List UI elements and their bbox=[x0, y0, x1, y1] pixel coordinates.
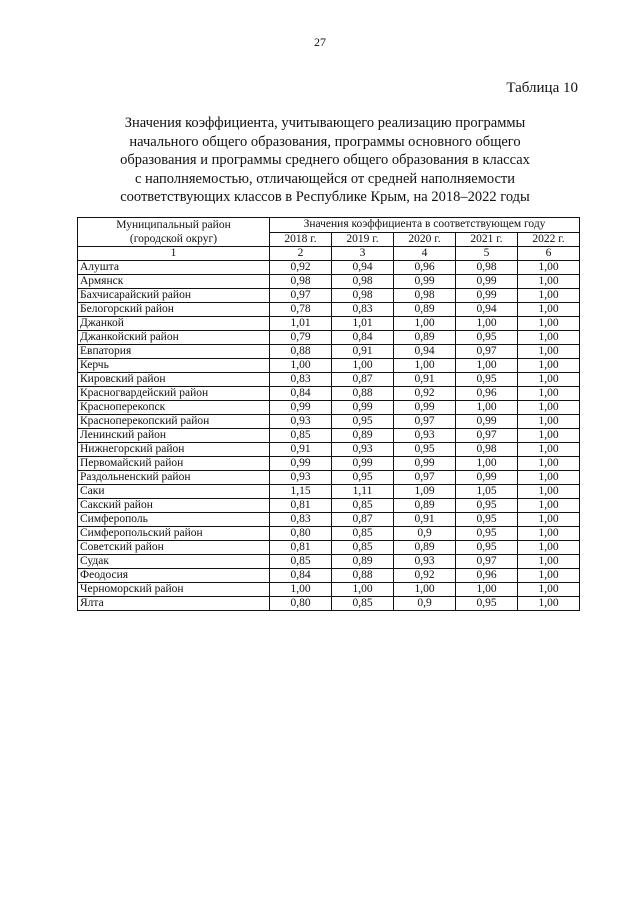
coefficient-value: 0,97 bbox=[394, 471, 456, 485]
table-row bbox=[78, 555, 580, 569]
header-values: Значения коэффициента в соответствующем году bbox=[270, 218, 580, 233]
coefficient-value: 1,00 bbox=[518, 541, 580, 555]
coefficient-value: 0,99 bbox=[456, 415, 518, 429]
coefficient-value: 0,84 bbox=[270, 387, 332, 401]
coefficient-value: 0,95 bbox=[332, 471, 394, 485]
coefficient-value: 1,00 bbox=[518, 583, 580, 597]
coefficient-value: 0,89 bbox=[332, 429, 394, 443]
municipality-name: Сакский район bbox=[78, 499, 270, 513]
coefficient-value: 0,9 bbox=[394, 597, 456, 611]
table-row bbox=[78, 261, 580, 275]
municipality-name: Керчь bbox=[78, 359, 270, 373]
coefficient-value: 1,09 bbox=[394, 485, 456, 499]
coefficient-value: 1,00 bbox=[518, 359, 580, 373]
municipality-name: Нижнегорский район bbox=[78, 443, 270, 457]
coefficient-value: 0,85 bbox=[332, 499, 394, 513]
header-year: 2019 г. bbox=[332, 232, 394, 247]
coefficient-value: 0,97 bbox=[456, 345, 518, 359]
coefficient-value: 1,01 bbox=[332, 317, 394, 331]
header-municipality-line: (городской округ) bbox=[129, 233, 218, 245]
coefficient-value: 1,00 bbox=[332, 583, 394, 597]
coefficient-value: 0,88 bbox=[332, 569, 394, 583]
table-row bbox=[78, 429, 580, 443]
title-line: начального общего образования, программы основного общего bbox=[129, 133, 521, 150]
coefficient-value: 1,15 bbox=[270, 485, 332, 499]
column-number: 2 bbox=[270, 247, 332, 261]
coefficient-value: 0,85 bbox=[270, 429, 332, 443]
coefficient-value: 0,93 bbox=[270, 415, 332, 429]
coefficient-value: 0,85 bbox=[332, 597, 394, 611]
coefficient-value: 1,00 bbox=[270, 359, 332, 373]
coefficient-value: 1,00 bbox=[518, 387, 580, 401]
coefficient-value: 0,91 bbox=[394, 513, 456, 527]
coefficient-value: 0,99 bbox=[456, 289, 518, 303]
coefficient-value: 0,93 bbox=[394, 555, 456, 569]
coefficient-value: 1,00 bbox=[518, 275, 580, 289]
coefficient-value: 0,9 bbox=[394, 527, 456, 541]
municipality-name: Ленинский район bbox=[78, 429, 270, 443]
municipality-name: Симферопольский район bbox=[78, 527, 270, 541]
column-number: 4 bbox=[394, 247, 456, 261]
table-row bbox=[78, 303, 580, 317]
table-row bbox=[78, 513, 580, 527]
coefficient-value: 0,95 bbox=[456, 373, 518, 387]
coefficient-value: 0,97 bbox=[456, 429, 518, 443]
coefficient-value: 0,98 bbox=[332, 275, 394, 289]
header-municipality-line: Муниципальный район bbox=[116, 219, 231, 231]
coefficient-value: 1,00 bbox=[394, 583, 456, 597]
municipality-name: Раздольненский район bbox=[78, 471, 270, 485]
table-row bbox=[78, 569, 580, 583]
page-number: 27 bbox=[314, 35, 326, 49]
coefficient-value: 1,00 bbox=[518, 443, 580, 457]
municipality-name: Черноморский район bbox=[78, 583, 270, 597]
coefficient-value: 0,99 bbox=[394, 275, 456, 289]
municipality-name: Алушта bbox=[78, 261, 270, 275]
table-row bbox=[78, 415, 580, 429]
coefficient-value: 0,96 bbox=[394, 261, 456, 275]
coefficient-value: 1,00 bbox=[518, 317, 580, 331]
coefficient-value: 0,95 bbox=[456, 541, 518, 555]
coefficient-table bbox=[77, 217, 580, 611]
coefficient-value: 0,84 bbox=[332, 331, 394, 345]
coefficient-value: 0,95 bbox=[332, 415, 394, 429]
column-number: 1 bbox=[78, 247, 270, 261]
coefficient-value: 0,85 bbox=[332, 527, 394, 541]
coefficient-value: 0,83 bbox=[270, 373, 332, 387]
table-row bbox=[78, 317, 580, 331]
coefficient-value: 1,00 bbox=[518, 303, 580, 317]
header-year: 2022 г. bbox=[518, 232, 580, 247]
coefficient-value: 1,00 bbox=[332, 359, 394, 373]
municipality-name: Красноперекопск bbox=[78, 401, 270, 415]
coefficient-value: 0,91 bbox=[270, 443, 332, 457]
coefficient-value: 0,92 bbox=[394, 569, 456, 583]
coefficient-value: 0,80 bbox=[270, 527, 332, 541]
coefficient-value: 0,87 bbox=[332, 513, 394, 527]
coefficient-value: 0,96 bbox=[456, 387, 518, 401]
coefficient-value: 0,88 bbox=[270, 345, 332, 359]
header-year: 2021 г. bbox=[456, 232, 518, 247]
municipality-name: Белогорский район bbox=[78, 303, 270, 317]
coefficient-value: 0,83 bbox=[270, 513, 332, 527]
coefficient-value: 0,99 bbox=[332, 401, 394, 415]
table-row bbox=[78, 373, 580, 387]
header-municipality bbox=[78, 218, 270, 247]
coefficient-value: 0,84 bbox=[270, 569, 332, 583]
table-row bbox=[78, 583, 580, 597]
table-row bbox=[78, 387, 580, 401]
coefficient-value: 0,99 bbox=[456, 275, 518, 289]
title-line: Значения коэффициента, учитывающего реализацию программы bbox=[124, 115, 526, 131]
title-line: с наполняемостью, отличающейся от средней наполняемости bbox=[134, 170, 516, 187]
municipality-name: Феодосия bbox=[78, 569, 270, 583]
municipality-name: Симферополь bbox=[78, 513, 270, 527]
municipality-name: Бахчисарайский район bbox=[78, 289, 270, 303]
title-line: соответствующих классов в Республике Крым, на 2018–2022 годы bbox=[120, 189, 530, 205]
coefficient-value: 1,00 bbox=[456, 317, 518, 331]
coefficient-value: 1,00 bbox=[518, 569, 580, 583]
coefficient-value: 1,00 bbox=[270, 583, 332, 597]
table-row bbox=[78, 289, 580, 303]
municipality-name: Красногвардейский район bbox=[78, 387, 270, 401]
municipality-name: Саки bbox=[78, 485, 270, 499]
coefficient-value: 0,95 bbox=[456, 527, 518, 541]
coefficient-value: 0,97 bbox=[394, 415, 456, 429]
table-body bbox=[78, 261, 580, 611]
coefficient-value: 1,00 bbox=[394, 359, 456, 373]
coefficient-value: 0,95 bbox=[394, 443, 456, 457]
coefficient-value: 0,99 bbox=[270, 457, 332, 471]
table-row bbox=[78, 443, 580, 457]
municipality-name: Армянск bbox=[78, 275, 270, 289]
coefficient-value: 0,96 bbox=[456, 569, 518, 583]
coefficient-value: 0,88 bbox=[332, 387, 394, 401]
coefficient-value: 1,05 bbox=[456, 485, 518, 499]
header-year: 2018 г. bbox=[270, 232, 332, 247]
coefficient-value: 1,00 bbox=[518, 555, 580, 569]
title-line: образования и программы среднего общего образования в классах bbox=[120, 152, 530, 168]
coefficient-value: 1,01 bbox=[270, 317, 332, 331]
coefficient-value: 0,95 bbox=[456, 597, 518, 611]
coefficient-value: 1,00 bbox=[518, 457, 580, 471]
coefficient-value: 1,00 bbox=[518, 485, 580, 499]
column-number: 6 bbox=[518, 247, 580, 261]
coefficient-value: 0,87 bbox=[332, 373, 394, 387]
municipality-name: Джанкой bbox=[78, 317, 270, 331]
coefficient-value: 0,98 bbox=[456, 261, 518, 275]
column-number: 5 bbox=[456, 247, 518, 261]
coefficient-value: 1,00 bbox=[456, 401, 518, 415]
coefficient-value: 0,81 bbox=[270, 541, 332, 555]
coefficient-value: 0,98 bbox=[332, 289, 394, 303]
coefficient-value: 0,89 bbox=[332, 555, 394, 569]
coefficient-value: 0,94 bbox=[332, 261, 394, 275]
coefficient-value: 1,00 bbox=[518, 373, 580, 387]
coefficient-value: 0,80 bbox=[270, 597, 332, 611]
coefficient-value: 0,94 bbox=[456, 303, 518, 317]
coefficient-value: 0,78 bbox=[270, 303, 332, 317]
coefficient-value: 1,00 bbox=[518, 401, 580, 415]
coefficient-value: 0,98 bbox=[270, 275, 332, 289]
municipality-name: Джанкойский район bbox=[78, 331, 270, 345]
municipality-name: Евпатория bbox=[78, 345, 270, 359]
table-row bbox=[78, 345, 580, 359]
coefficient-value: 0,95 bbox=[456, 331, 518, 345]
coefficient-value: 0,89 bbox=[394, 499, 456, 513]
coefficient-value: 0,91 bbox=[394, 373, 456, 387]
table-row bbox=[78, 471, 580, 485]
coefficient-value: 1,00 bbox=[518, 513, 580, 527]
municipality-name: Красноперекопский район bbox=[78, 415, 270, 429]
coefficient-value: 0,85 bbox=[332, 541, 394, 555]
coefficient-value: 0,98 bbox=[456, 443, 518, 457]
table-row bbox=[78, 499, 580, 513]
coefficient-value: 1,00 bbox=[518, 527, 580, 541]
table-row bbox=[78, 541, 580, 555]
coefficient-value: 0,97 bbox=[270, 289, 332, 303]
coefficient-value: 0,97 bbox=[456, 555, 518, 569]
table-row bbox=[78, 401, 580, 415]
municipality-name: Ялта bbox=[78, 597, 270, 611]
coefficient-value: 0,89 bbox=[394, 303, 456, 317]
coefficient-value: 1,00 bbox=[456, 583, 518, 597]
coefficient-value: 1,00 bbox=[518, 597, 580, 611]
table-row bbox=[78, 331, 580, 345]
coefficient-value: 0,89 bbox=[394, 331, 456, 345]
column-number: 3 bbox=[332, 247, 394, 261]
coefficient-value: 1,00 bbox=[518, 261, 580, 275]
municipality-name: Советский район bbox=[78, 541, 270, 555]
coefficient-value: 0,99 bbox=[332, 457, 394, 471]
coefficient-value: 1,00 bbox=[518, 331, 580, 345]
table-row bbox=[78, 275, 580, 289]
table-label: Таблица 10 bbox=[506, 80, 578, 96]
table-row bbox=[78, 359, 580, 373]
table-row bbox=[78, 527, 580, 541]
coefficient-value: 1,00 bbox=[518, 415, 580, 429]
table-row bbox=[78, 597, 580, 611]
coefficient-value: 0,83 bbox=[332, 303, 394, 317]
coefficient-value: 1,00 bbox=[518, 499, 580, 513]
coefficient-value: 0,93 bbox=[394, 429, 456, 443]
coefficient-value: 0,93 bbox=[332, 443, 394, 457]
coefficient-value: 0,92 bbox=[394, 387, 456, 401]
table-row bbox=[78, 457, 580, 471]
coefficient-value: 0,99 bbox=[456, 471, 518, 485]
coefficient-value: 1,00 bbox=[518, 345, 580, 359]
table-row bbox=[78, 485, 580, 499]
coefficient-value: 0,99 bbox=[394, 457, 456, 471]
coefficient-value: 1,11 bbox=[332, 485, 394, 499]
coefficient-value: 0,95 bbox=[456, 513, 518, 527]
municipality-name: Первомайский район bbox=[78, 457, 270, 471]
header-year: 2020 г. bbox=[394, 232, 456, 247]
coefficient-value: 1,00 bbox=[518, 429, 580, 443]
coefficient-value: 0,98 bbox=[394, 289, 456, 303]
coefficient-value: 0,89 bbox=[394, 541, 456, 555]
coefficient-value: 1,00 bbox=[518, 289, 580, 303]
coefficient-value: 0,85 bbox=[270, 555, 332, 569]
coefficient-value: 1,00 bbox=[456, 457, 518, 471]
coefficient-value: 0,79 bbox=[270, 331, 332, 345]
coefficient-value: 0,95 bbox=[456, 499, 518, 513]
municipality-name: Судак bbox=[78, 555, 270, 569]
coefficient-value: 1,00 bbox=[394, 317, 456, 331]
coefficient-value: 0,92 bbox=[270, 261, 332, 275]
coefficient-value: 0,91 bbox=[332, 345, 394, 359]
coefficient-value: 0,99 bbox=[270, 401, 332, 415]
coefficient-value: 0,99 bbox=[394, 401, 456, 415]
coefficient-value: 1,00 bbox=[518, 471, 580, 485]
coefficient-value: 0,81 bbox=[270, 499, 332, 513]
coefficient-value: 0,93 bbox=[270, 471, 332, 485]
coefficient-value: 1,00 bbox=[456, 359, 518, 373]
municipality-name: Кировский район bbox=[78, 373, 270, 387]
document-title bbox=[80, 114, 570, 207]
coefficient-value: 0,94 bbox=[394, 345, 456, 359]
